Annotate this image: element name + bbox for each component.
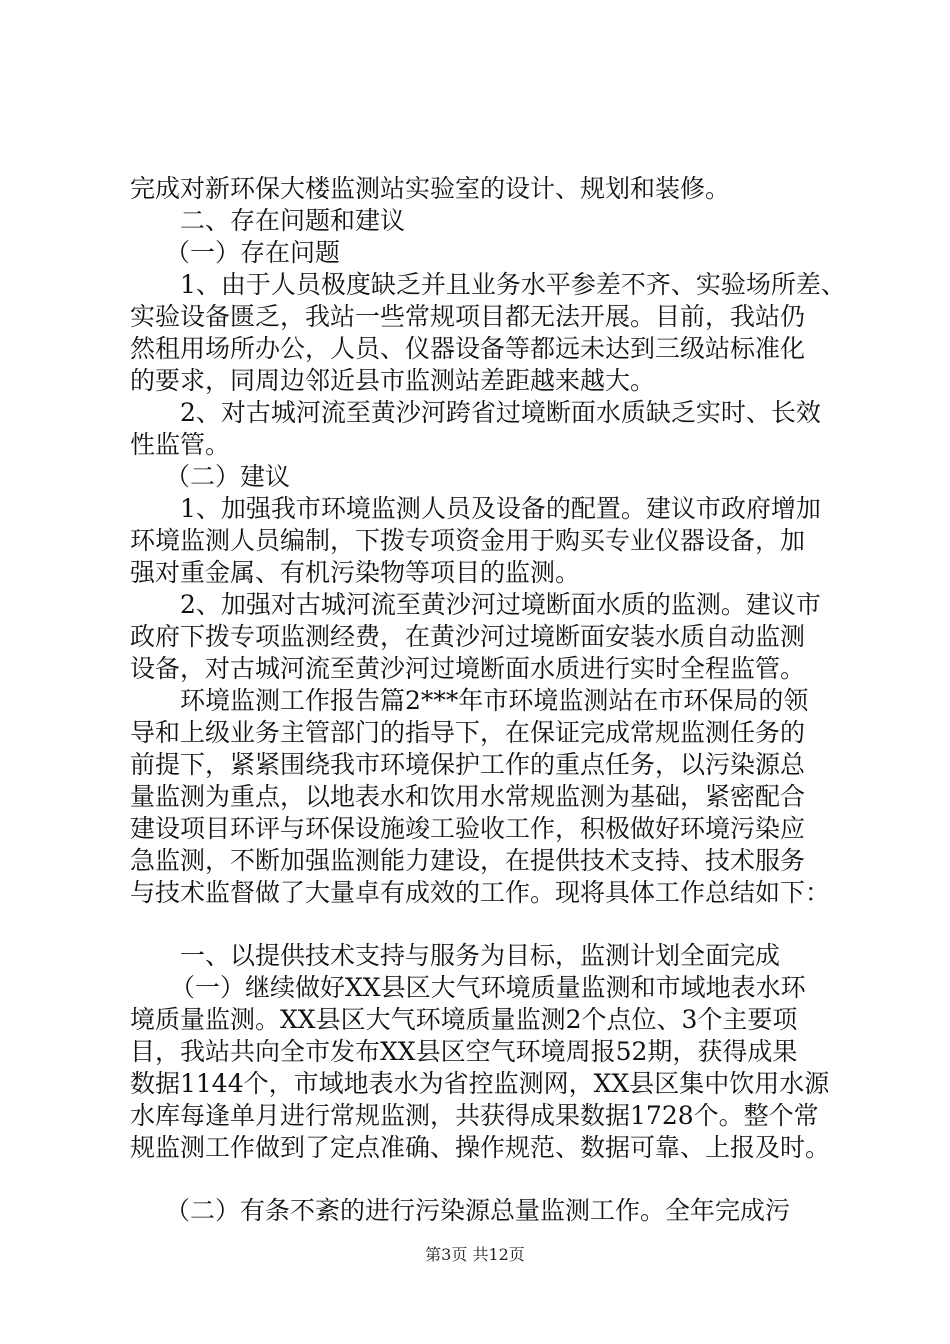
text-line: 然租用场所办公，人员、仪器设备等都远未达到三级站标准化 xyxy=(130,334,806,363)
text-line: 规监测工作做到了定点准确、操作规范、数据可靠、上报及时。 xyxy=(130,1133,831,1162)
text-line: 政府下拨专项监测经费，在黄沙河过境断面安装水质自动监测 xyxy=(130,622,806,651)
text-line: （二）有条不紊的进行污染源总量监测工作。全年完成污 xyxy=(165,1196,791,1225)
text-line: 导和上级业务主管部门的指导下，在保证完成常规监测任务的 xyxy=(130,718,806,747)
section-heading: 一、以提供技术支持与服务为目标，监测计划全面完成 xyxy=(180,941,781,970)
text-line: 1、由于人员极度缺乏并且业务水平参差不齐、实验场所差、 xyxy=(180,270,846,299)
text-line: 目，我站共向全市发布XX县区空气环境周报52期，获得成果 xyxy=(130,1037,798,1066)
text-line: 数据1144个，市域地表水为省控监测网，XX县区集中饮用水源 xyxy=(130,1069,830,1098)
text-line: 境质量监测。XX县区大气环境质量监测2个点位、3个主要项 xyxy=(130,1005,798,1034)
section-heading: 二、存在问题和建议 xyxy=(180,206,406,235)
text-line: 量监测为重点，以地表水和饮用水常规监测为基础，紧密配合 xyxy=(130,782,806,811)
text-line: 强对重金属、有机污染物等项目的监测。 xyxy=(130,558,581,587)
text-line: 完成对新环保大楼监测站实验室的设计、规划和装修。 xyxy=(130,174,731,203)
subsection-heading: （二）建议 xyxy=(165,462,291,491)
text-line: 1、加强我市环境监测人员及设备的配置。建议市政府增加 xyxy=(180,494,821,523)
text-line: 性监管。 xyxy=(130,430,231,459)
text-line: 的要求，同周边邻近县市监测站差距越来越大。 xyxy=(130,366,656,395)
text-line: 环境监测人员编制，下拨专项资金用于购买专业仪器设备，加 xyxy=(130,526,806,555)
text-line: 设备，对古城河流至黄沙河过境断面水质进行实时全程监管。 xyxy=(130,654,806,683)
text-line: 2、对古城河流至黄沙河跨省过境断面水质缺乏实时、长效 xyxy=(180,398,821,427)
text-line: 前提下，紧紧围绕我市环境保护工作的重点任务，以污染源总 xyxy=(130,750,806,779)
text-line: 水库每逢单月进行常规监测，共获得成果数据1728个。整个常 xyxy=(130,1101,819,1130)
text-line: 建设项目环评与环保设施竣工验收工作，积极做好环境污染应 xyxy=(130,814,806,843)
text-line: 急监测，不断加强监测能力建设，在提供技术支持、技术服务 xyxy=(130,846,806,875)
text-line: 与技术监督做了大量卓有成效的工作。现将具体工作总结如下： xyxy=(130,878,831,907)
text-line: （一）继续做好XX县区大气环境质量监测和市域地表水环 xyxy=(170,973,806,1002)
text-line: 实验设备匮乏，我站一些常规项目都无法开展。目前，我站仍 xyxy=(130,302,806,331)
subsection-heading: （一）存在问题 xyxy=(165,238,341,267)
page-footer: 第3页 共12页 xyxy=(425,1245,525,1264)
text-line: 2、加强对古城河流至黄沙河过境断面水质的监测。建议市 xyxy=(180,590,821,619)
text-line: 环境监测工作报告篇2***年市环境监测站在市环保局的领 xyxy=(180,686,809,715)
